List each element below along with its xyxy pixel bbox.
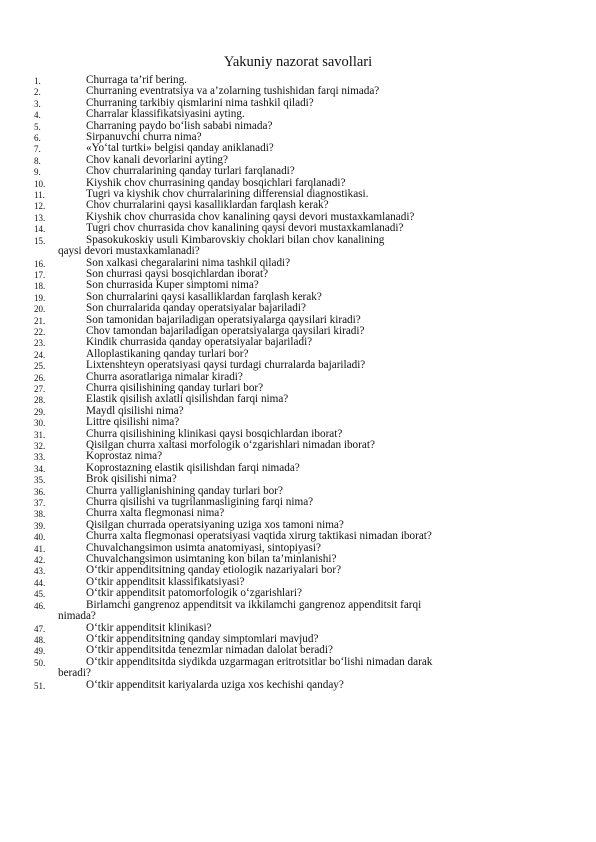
question-text: Qisilgan churra xaltasi morfologik o‘zgarishlari nimadan iborat? [86, 439, 375, 451]
question-text: Chuvalchangsimon usimta anatomiyasi, sintopiyasi? [86, 541, 321, 554]
question-text: O‘tkir appenditsitda tenezmlar nimadan dalolat beradi? [86, 644, 333, 657]
question-number: 16. [34, 258, 46, 269]
list-item [0, 474, 596, 485]
question-number: 4. [34, 110, 41, 121]
list-item [0, 417, 596, 428]
question-number: 44. [34, 577, 46, 588]
question-text: Charralar klassifikatsiyasini ayting. [86, 108, 245, 121]
question-text: Chov churralarining qanday turlari farqlanadi? [86, 165, 295, 178]
list-item [0, 109, 596, 120]
list-item [0, 531, 596, 542]
question-number: 26. [34, 372, 46, 383]
question-number: 29. [34, 406, 46, 417]
question-text: Son tamonidan bajariladigan operatsiyalarga qaysilari kiradi? [86, 313, 361, 326]
question-number: 10. [34, 178, 46, 189]
question-number: 39. [34, 520, 46, 531]
question-number: 42. [34, 555, 46, 566]
question-number: 20. [34, 304, 46, 315]
question-text: Churra qisilishining qanday turlari bor? [86, 381, 264, 394]
question-number: 36. [34, 486, 46, 497]
question-text: Alloplastikaning qanday turlari bor? [86, 347, 249, 360]
question-text: Son churralarini qaysi kasalliklardan farqlash kerak? [86, 290, 322, 303]
question-text-continuation: qaysi devori mustaxkamlanadi? [58, 245, 200, 258]
question-number: 40. [34, 532, 46, 543]
question-number: 31. [34, 429, 46, 440]
question-text: Son churrasida Kuper simptomi nima? [86, 279, 259, 292]
question-text: O‘tkir appenditsit klinikasi? [86, 621, 212, 634]
question-number: 19. [34, 292, 46, 303]
question-number: 12. [34, 201, 46, 212]
question-text: Chov tamondan bajariladigan operatsiyalarga qaysilari kiradi? [86, 324, 365, 337]
question-list [0, 75, 596, 691]
question-number: 2. [34, 87, 41, 98]
list-item [0, 645, 596, 656]
question-text: O‘tkir appenditsitning qanday etiologik nazariyalari bor? [86, 564, 342, 577]
question-text: Littre qisilishi nima? [86, 416, 180, 429]
question-number: 43. [34, 566, 46, 577]
question-text: Son churrasi qaysi bosqichlardan iborat? [86, 267, 269, 280]
question-number: 3. [34, 98, 41, 109]
question-number: 48. [34, 634, 46, 645]
question-number: 11. [34, 190, 45, 201]
question-text: O‘tkir appenditsitning qanday simptomlari mavjud? [86, 632, 319, 645]
question-number: 33. [34, 452, 46, 463]
question-number: 17. [34, 269, 46, 280]
question-number: 8. [34, 155, 41, 166]
question-text: Churra yalliglanishining qanday turlari bor? [86, 484, 283, 497]
question-number: 15. [34, 235, 46, 246]
question-text: Churraning tarkibiy qismlarini nima tashkil qiladi? [86, 96, 314, 109]
list-item [0, 680, 596, 691]
question-text: Kindik churrasida qanday operatsiyalar bajariladi? [86, 336, 313, 349]
question-text: Kiyshik chov churrasida chov kanalining qaysi devori mustaxkamlanadi? [86, 210, 415, 223]
question-number: 32. [34, 441, 46, 451]
list-item [0, 280, 596, 291]
question-text: Churra xalta flegmonasi operatsiyasi vaqtida xirurg taktikasi nimadan iborat? [86, 530, 432, 543]
question-number: 35. [34, 475, 46, 486]
question-text: Tugri chov churrasida chov kanalining qaysi devori mustaxkamlanadi? [86, 222, 404, 235]
question-text-continuation: beradi? [58, 667, 91, 680]
question-text: Churraning eventratsiya va a’zolarning tushishidan farqi nimada? [86, 85, 380, 98]
question-text: Lixtenshteyn operatsiyasi qaysi turdagi churralarda bajariladi? [86, 359, 366, 372]
question-text: Elastik qisilish axlatli qisilishdan farqi nima? [86, 393, 289, 406]
question-number: 30. [34, 418, 46, 429]
question-number: 41. [34, 543, 46, 554]
list-item [0, 235, 596, 258]
question-text: Tugri va kiyshik chov churralarining differensial diagnostikasi. [86, 188, 369, 201]
question-number: 18. [34, 281, 46, 292]
question-number: 49. [34, 646, 46, 657]
list-item [0, 223, 596, 234]
question-number: 38. [34, 509, 46, 520]
question-text: Koprostaz nima? [86, 450, 163, 463]
question-number: 23. [34, 338, 46, 349]
question-number: 28. [34, 395, 46, 406]
question-number: 21. [34, 315, 46, 326]
question-number: 14. [34, 224, 46, 235]
question-text: Koprostazning elastik qisilishdan farqi nimada? [86, 461, 300, 474]
question-text: Maydl qisilishi nima? [86, 404, 184, 417]
question-text: Brok qisilishi nima? [86, 473, 177, 486]
question-number: 1. [34, 76, 41, 86]
list-item [0, 600, 596, 623]
question-text: O‘tkir appenditsit patomorfologik o‘zgarishlari? [86, 587, 302, 600]
question-text: Churra asoratlariga nimalar kiradi? [86, 370, 243, 383]
question-text: Qisilgan churrada operatsiyaning uziga xos tamoni nima? [86, 518, 344, 531]
list-item [0, 588, 596, 599]
question-text: Son xalkasi chegaralarini nima tashkil qiladi? [86, 256, 291, 269]
question-text: Churra qisilishining klinikasi qaysi bosqichlardan iborat? [86, 427, 343, 440]
question-text: Birlamchi gangrenoz appenditsit va ikkilamchi gangrenoz appenditsit farqi [86, 598, 422, 611]
question-number: 5. [34, 121, 41, 132]
question-text: Son churralarida qanday operatsiyalar bajariladi? [86, 302, 306, 315]
question-number: 34. [34, 463, 46, 474]
question-number: 47. [34, 623, 46, 634]
question-text: Sirpanuvchi churra nima? [86, 131, 202, 144]
question-text: Churra qisilishi va tugrilanmasligining farqi nima? [86, 496, 314, 509]
question-text: Charraning paydo bo‘lish sababi nimada? [86, 119, 273, 132]
question-text: O‘tkir appenditsit kariyalarda uziga xos kechishi qanday? [86, 678, 344, 691]
question-number: 22. [34, 326, 46, 337]
question-number: 50. [34, 657, 46, 668]
question-text: Kiyshik chov churrasining qanday bosqichlari farqlanadi? [86, 176, 346, 189]
question-text: O‘tkir appenditsitda siydikda uzgarmagan eritrotsitlar bo‘lishi nimadan darak [86, 655, 433, 668]
list-item [0, 657, 596, 680]
question-number: 45. [34, 589, 46, 600]
question-number: 24. [34, 349, 46, 360]
question-number: 27. [34, 383, 46, 394]
question-number: 6. [34, 133, 41, 144]
question-text: Churraga ta’rif bering. [86, 74, 187, 86]
question-number: 37. [34, 498, 46, 509]
question-text: «Yo‘tal turtki» belgisi qanday aniklanadi? [86, 142, 274, 155]
question-number: 7. [34, 144, 41, 155]
question-number: 13. [34, 212, 46, 223]
question-text-continuation: nimada? [58, 610, 96, 623]
question-number: 9. [34, 167, 41, 178]
list-item [0, 360, 596, 371]
question-text: Chuvalchangsimon usimtaning kon bilan ta’minlanishi? [86, 553, 337, 566]
question-text: Churra xalta flegmonasi nima? [86, 507, 225, 520]
question-text: Chov churralarini qaysi kasalliklardan farqlash kerak? [86, 199, 329, 212]
question-number: 46. [34, 600, 46, 611]
question-text: O‘tkir appenditsit klassifikatsiyasi? [86, 575, 245, 588]
question-number: 25. [34, 361, 46, 372]
page-title: Yakuniy nazorat savollari [223, 54, 373, 70]
question-number: 51. [34, 680, 46, 691]
question-text: Chov kanali devorlarini ayting? [86, 153, 228, 166]
question-text: Spasokukoskiy usuli Kimbarovskiy choklari bilan chov kanalining [86, 233, 385, 246]
list-item [0, 303, 596, 314]
list-item [0, 166, 596, 177]
